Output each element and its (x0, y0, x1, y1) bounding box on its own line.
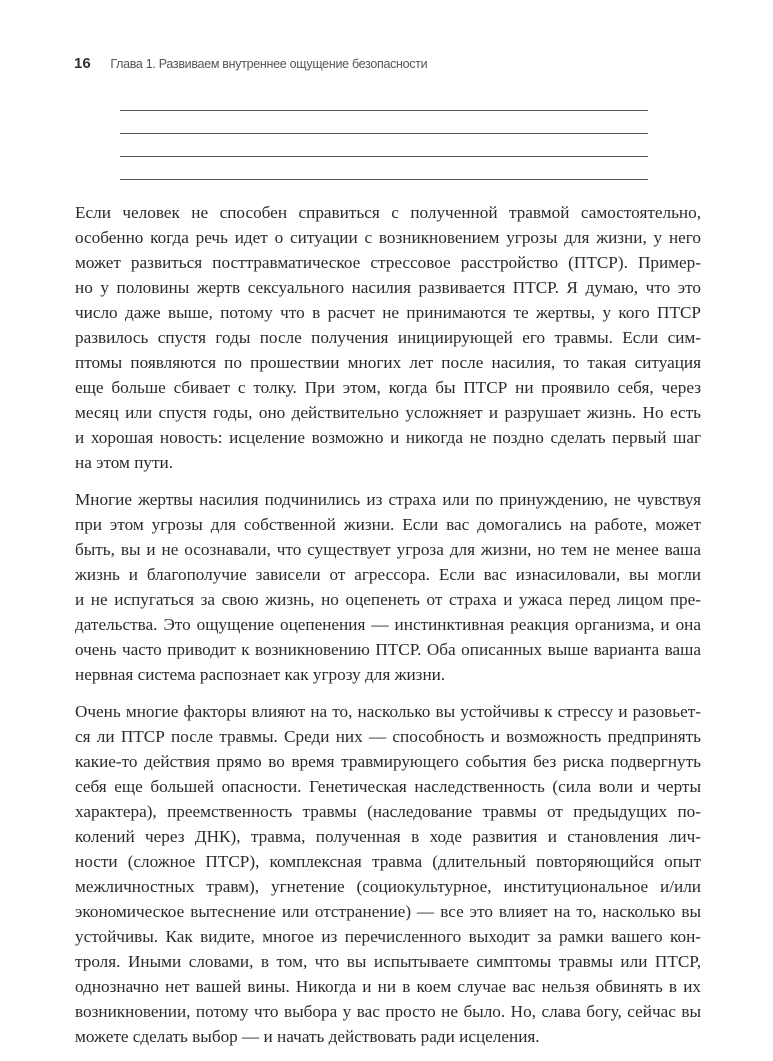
text-line: экономическое вытеснение или отстранение) — все это влияет на то, насколько вы (75, 902, 701, 921)
text-line: устойчивы. Как видите, многое из перечисленного выходит за рамки вашего кон- (75, 927, 701, 946)
paragraph (75, 699, 701, 1049)
text-line: можете сделать выбор — и начать действовать ради исцеления. (75, 1027, 540, 1046)
text-line: какие-то действия прямо во время травмирующего события без риска подвергнуть (75, 752, 701, 771)
text-line: но у половины жертв сексуального насилия развивается ПТСР. Я думаю, что это (75, 278, 701, 297)
answer-line (120, 133, 648, 134)
text-line: число даже выше, потому что в расчет не принимаются те жертвы, у кого ПТСР (75, 303, 701, 322)
text-line: развилось спустя годы после получения инициирующей его травмы. Если сим- (75, 328, 701, 347)
text-line: троля. Иными словами, в том, что вы испытываете симптомы травмы или ПТСР, (75, 952, 701, 971)
text-line: дательства. Это ощущение оцепенения — инстинктивная реакция организма, и она (75, 615, 701, 634)
text-line: возникновении, потому что выбора у вас просто не было. Но, слава богу, сейчас вы (75, 1002, 701, 1021)
answer-line (120, 179, 648, 180)
chapter-title: Глава 1. Развиваем внутреннее ощущение безопасности (110, 57, 428, 71)
text-line: Если человек не способен справиться с полученной травмой самостоятельно, (75, 203, 701, 222)
page-number: 16 (74, 55, 91, 72)
text-line: очень часто приводит к возникновению ПТСР. Оба описанных выше варианта ваша (75, 640, 701, 659)
text-line: ся ли ПТСР после травмы. Среди них — способность и возможность предпринять (75, 727, 701, 746)
text-line: колений через ДНК), травма, полученная в ходе развития и становления лич- (75, 827, 701, 846)
text-line: Очень многие факторы влияют на то, насколько вы устойчивы к стрессу и разовьет- (75, 702, 701, 721)
text-line: и хорошая новость: исцеление возможно и никогда не поздно сделать первый шаг (75, 428, 701, 447)
text-line: нервная система распознает как угрозу для жизни. (75, 665, 446, 684)
text-line: месяц или спустя годы, оно действительно усложняет и разрушает жизнь. Но есть (75, 403, 701, 422)
text-line: однозначно нет вашей вины. Никогда и ни в коем случае вас нельзя обвинять в их (75, 977, 701, 996)
text-line: может развиться посттравматическое стрессовое расстройство (ПТСР). Пример- (75, 253, 701, 272)
text-line: при этом угрозы для собственной жизни. Если вас домогались на работе, может (75, 515, 701, 534)
text-line: на этом пути. (75, 453, 174, 472)
text-line: еще больше сбивает с толку. При этом, когда бы ПТСР ни проявило себя, через (75, 378, 701, 397)
text-line: и не испугаться за свою жизнь, но оцепенеть от страха и ужаса перед лицом пре- (75, 590, 701, 609)
text-line: птомы появляются по прошествии многих лет после насилия, то такая ситуация (75, 353, 701, 372)
text-line: ности (сложное ПТСР), комплексная травма (длительный повторяющийся опыт (75, 852, 701, 871)
answer-line (120, 110, 648, 111)
text-line: себя еще большей опасности. Генетическая наследственность (сила воли и черты (75, 777, 701, 796)
paragraph (75, 200, 701, 475)
body-text (75, 200, 701, 1061)
text-line: Многие жертвы насилия подчинились из страха или по принуждению, не чувствуя (75, 490, 701, 509)
text-line: межличностных травм), угнетение (социокультурное, институциональное и/или (75, 877, 701, 896)
text-line: быть, вы и не осознавали, что существует угроза для жизни, но тем не менее ваша (75, 540, 701, 559)
text-line: жизнь и благополучие зависели от агрессора. Если вас изнасиловали, вы могли (75, 565, 701, 584)
text-line: особенно когда речь идет о ситуации с возникновением угрозы для жизни, у него (75, 228, 701, 247)
text-line: характера), преемственность травмы (наследование травмы от предыдущих по- (75, 802, 701, 821)
paragraph (75, 487, 701, 687)
running-header (74, 55, 427, 72)
answer-line (120, 156, 648, 157)
